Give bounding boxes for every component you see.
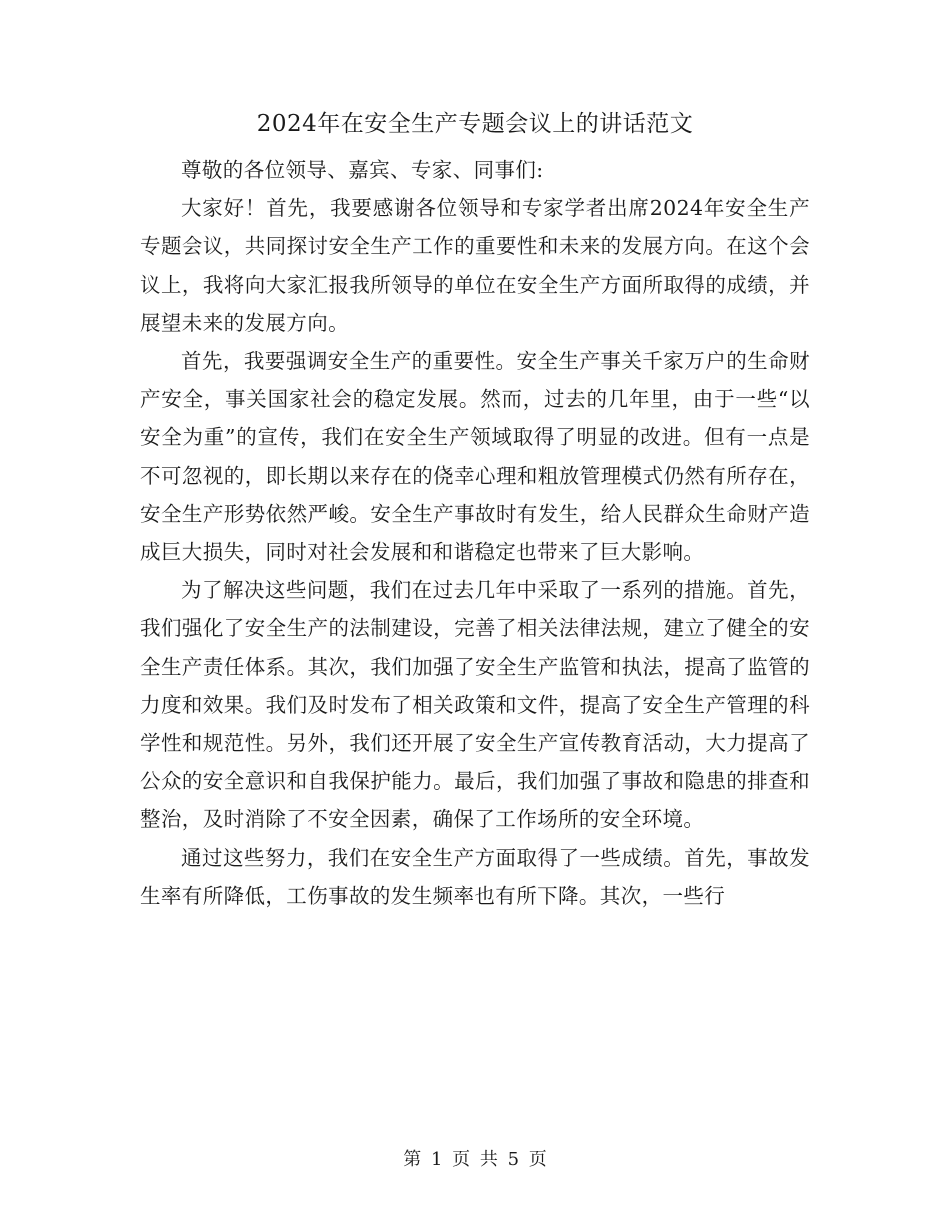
body-paragraph: 大家好！首先，我要感谢各位领导和专家学者出席2024年安全生产专题会议，共同探讨安全生产工作的重要性和未来的发展方向。在这个会议上，我将向大家汇报我所领导的单位在安全生产方面所取得的成绩，并展望未来的发展方向。 [140, 196, 810, 335]
body-paragraph: 首先，我要强调安全生产的重要性。安全生产事关千家万户的生命财产安全，事关国家社会的稳定发展。然而，过去的几年里，由于一些“以安全为重”的宣传，我们在安全生产领域取得了明显的改进。但有一点是不可忽视的，即长期以来存在的侥幸心理和粗放管理模式仍然有所存在，安全生产形势依然严峻。安全生产事故时有发生，给人民群众生命财产造成巨大损失，同时对社会发展和和谐稳定也带来了巨大影响。 [140, 349, 810, 565]
document-body [140, 151, 810, 915]
document-title: 2024年在安全生产专题会议上的讲话范文 [256, 111, 694, 137]
body-paragraph: 通过这些努力，我们在安全生产方面取得了一些成绩。首先，事故发生率有所降低，工伤事故的发生频率也有所下降。其次，一些行 [140, 845, 810, 908]
body-paragraph: 为了解决这些问题，我们在过去几年中采取了一系列的措施。首先，我们强化了安全生产的法制建设，完善了相关法律法规，建立了健全的安全生产责任体系。其次，我们加强了安全生产监管和执法，提高了监管的力度和效果。我们及时发布了相关政策和文件，提高了安全生产管理的科学性和规范性。另外，我们还开展了安全生产宣传教育活动，大力提高了公众的安全意识和自我保护能力。最后，我们加强了事故和隐患的排查和整治，及时消除了不安全因素，确保了工作场所的安全环境。 [140, 578, 810, 832]
page-number-footer: 第 1 页 共 5 页 [403, 1149, 547, 1170]
salutation-paragraph: 尊敬的各位领导、嘉宾、专家、同事们: [181, 158, 544, 182]
